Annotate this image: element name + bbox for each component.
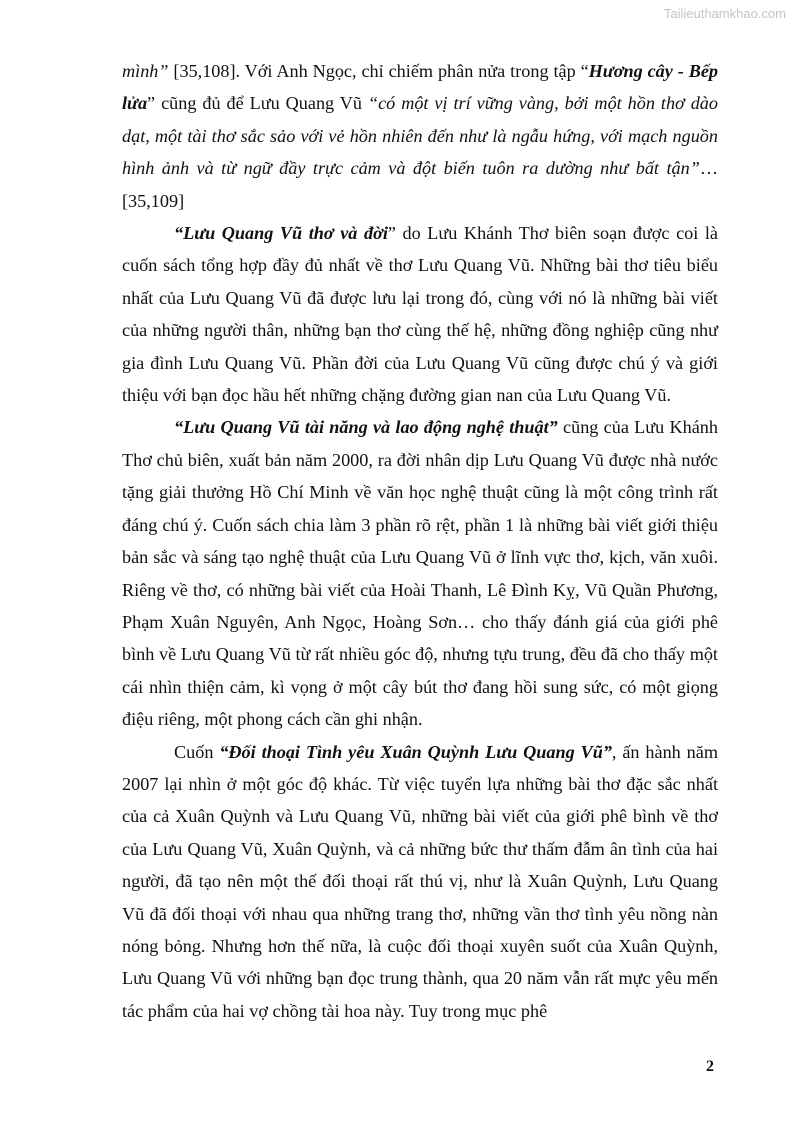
body-text: ” cũng đủ để Lưu Quang Vũ xyxy=(147,93,368,114)
paragraph xyxy=(122,736,718,1028)
body-text: , ấn hành năm 2007 lại nhìn ở một góc độ khác. Từ việc tuyển lựa những bài thơ đặc sắc nhất của cả Xuân Quỳnh và Lưu Quang Vũ, những bài viết của giới phê bình về thơ của Lưu Quang Vũ, Xuân Quỳnh, và cả những bức thư thấm đẫm ân tình của hai người, đã tạo nên một thế đối thoại rất thú vị, như là Xuân Quỳnh, Lưu Quang Vũ đã đối thoại với nhau qua những trang thơ, những vần thơ tình yêu nồng nàn nóng bỏng. Nhưng hơn thế nữa, là cuộc đối thoại xuyên suốt của Xuân Quỳnh, Lưu Quang Vũ với những bạn đọc trung thành, qua 20 năm vẫn rất mực yêu mến tác phẩm của hai vợ chồng tài hoa này. Tuy trong mục phê xyxy=(122,741,718,1021)
document-body xyxy=(122,55,718,1027)
page-number: 2 xyxy=(706,1058,714,1075)
book-title-text: “Đối thoại Tình yêu Xuân Quỳnh Lưu Quang Vũ” xyxy=(219,741,612,762)
body-text: ” do Lưu Khánh Thơ biên soạn được coi là cuốn sách tổng hợp đầy đủ nhất về thơ Lưu Quang Vũ. Những bài thơ tiêu biểu nhất của Lưu Quang Vũ đã được lưu lại trong đó, cùng với nó là những bài viết của những người thân, những bạn thơ cùng thế hệ, những đồng nghiệp cũng như gia đình Lưu Quang Vũ. Phần đời của Lưu Quang Vũ cũng được chú ý và giới thiệu với bạn đọc hầu hết những chặng đường gian nan của Lưu Quang Vũ. xyxy=(122,223,718,406)
quoted-text: “có một vị trí vững vàng, bởi một hồn thơ dào dạt, một tài thơ sắc sảo với vẻ hồn nhiên đến như là ngẫu hứng, với mạch nguồn hình ảnh và từ ngữ đầy trực cảm và đột biến tuôn ra dường như bất tận” xyxy=(122,93,718,179)
book-title-text: Hương cây - Bếp lửa xyxy=(122,61,718,114)
paragraph xyxy=(122,217,718,411)
paragraph xyxy=(122,411,718,735)
book-title-text: “Lưu Quang Vũ tài năng và lao động nghệ thuật” xyxy=(174,417,558,438)
body-text: [35,108]. Với Anh Ngọc, chỉ chiếm phân nửa trong tập “ xyxy=(168,61,589,81)
body-text: …[35,109] xyxy=(122,158,718,211)
paragraph xyxy=(122,55,718,217)
body-text: Cuốn xyxy=(174,741,220,762)
body-text: cũng của Lưu Khánh Thơ chủ biên, xuất bản năm 2000, ra đời nhân dịp Lưu Quang Vũ được nhà nước tặng giải thưởng Hồ Chí Minh về văn học nghệ thuật cũng là một công trình rất đáng chú ý. Cuốn sách chia làm 3 phần rõ rệt, phần 1 là những bài viết giới thiệu bản sắc và sáng tạo nghệ thuật của Lưu Quang Vũ ở lĩnh vực thơ, kịch, văn xuôi. Riêng về thơ, có những bài viết của Hoài Thanh, Lê Đình Kỵ, Vũ Quần Phương, Phạm Xuân Nguyên, Anh Ngọc, Hoàng Sơn… cho thấy đánh giá của giới phê bình về Lưu Quang Vũ từ rất nhiều góc độ, nhưng tựu trung, đều đã cho thấy một cái nhìn thiện cảm, kì vọng ở một cây bút thơ đang hồi sung sức, có một giọng điệu riêng, một phong cách cần ghi nhận. xyxy=(122,417,718,730)
quoted-text: mình” xyxy=(122,61,169,81)
book-title-text: “Lưu Quang Vũ thơ và đời xyxy=(174,223,388,244)
watermark: Tailieuthamkhao.com xyxy=(663,6,786,21)
